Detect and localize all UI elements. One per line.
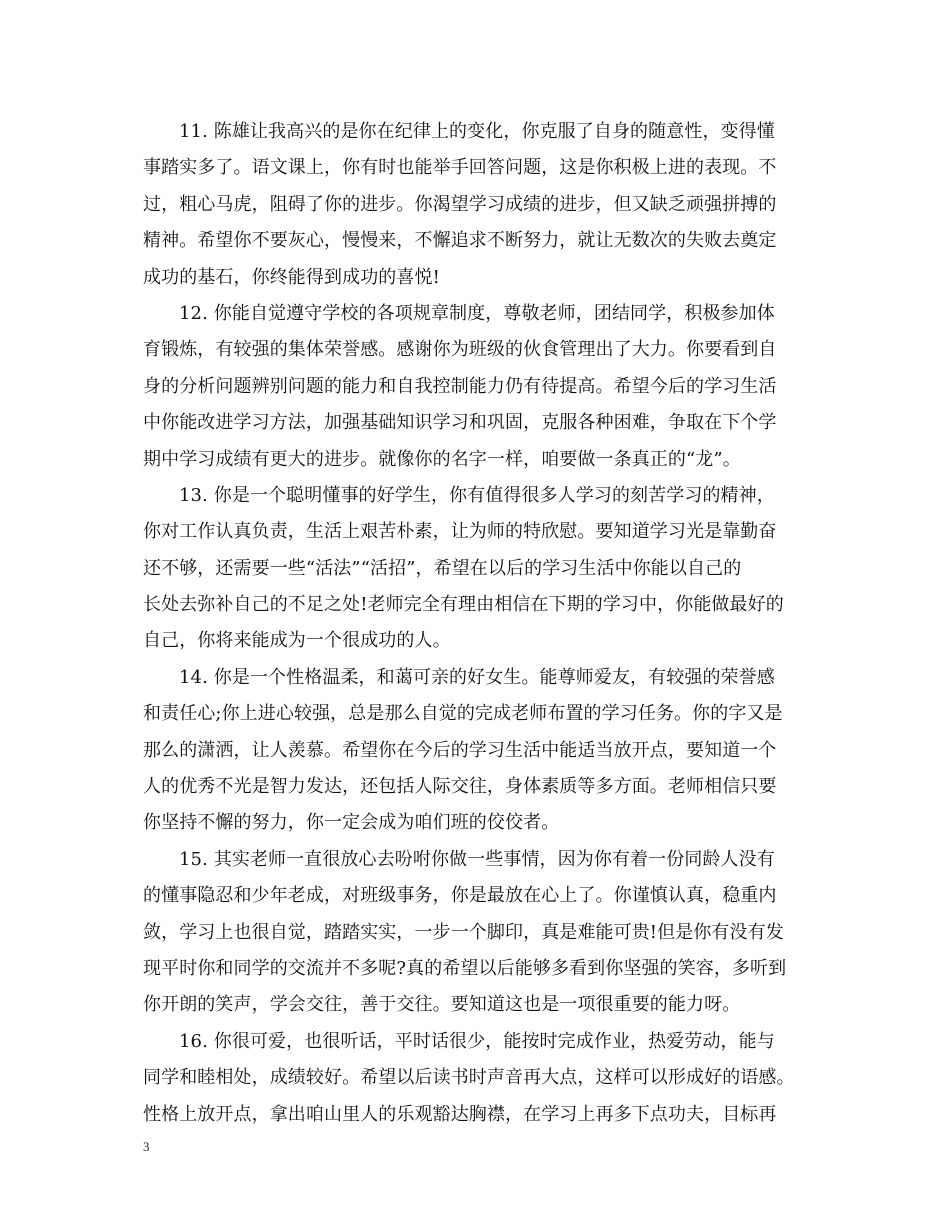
document-body	[143, 114, 810, 1133]
comment-paragraph-13	[143, 478, 810, 660]
comment-paragraph-12	[143, 296, 810, 478]
text-line: 期中学习成绩有更大的进步。就像你的名字一样，咱要做一条真正的“龙”。	[143, 448, 741, 470]
text-line: 同学和睦相处，成绩较好。希望以后读书时声音再大点，这样可以形成好的语感。	[143, 1067, 795, 1089]
text-line: 和责任心;你上进心较强，总是那么自觉的完成老师布置的学习任务。你的字又是	[143, 703, 783, 725]
text-line: 那么的潇洒，让人羡慕。希望你在今后的学习生活中能适当放开点，要知道一个	[143, 739, 777, 761]
text-line: 14. 你是一个性格温柔，和蔼可亲的好女生。能尊师爱友，有较强的荣誉感	[179, 666, 775, 688]
text-line: 13. 你是一个聪明懂事的好学生，你有值得很多人学习的刻苦学习的精神，	[179, 484, 775, 506]
text-line: 过，粗心马虎，阻碍了你的进步。你渴望学习成绩的进步，但又缺乏顽强拼搏的	[143, 193, 777, 215]
text-line: 16. 你很可爱，也很听话，平时话很少，能按时完成作业，热爱劳动，能与	[179, 1030, 775, 1052]
comment-paragraph-15	[143, 842, 810, 1024]
text-line: 还不够，还需要一些“活法”“活招”，希望在以后的学习生活中你能以自己的	[143, 557, 742, 579]
comment-paragraph-14	[143, 660, 810, 842]
text-line: 长处去弥补自己的不足之处!老师完全有理由相信在下期的学习中，你能做最好的	[143, 594, 784, 616]
text-line: 自己，你将来能成为一个很成功的人。	[143, 630, 451, 652]
text-line: 中你能改进学习方法，加强基础知识学习和巩固，克服各种困难，争取在下个学	[143, 412, 777, 434]
text-line: 的懂事隐忍和少年老成，对班级事务，你是最放在心上了。你谨慎认真，稳重内	[143, 885, 777, 907]
page-number: 3	[143, 1139, 150, 1154]
text-line: 性格上放开点，拿出咱山里人的乐观豁达胸襟，在学习上再多下点功夫，目标再	[143, 1103, 777, 1125]
text-line: 11. 陈雄让我高兴的是你在纪律上的变化，你克服了自身的随意性，变得懂	[179, 121, 775, 142]
text-line: 身的分析问题辨别问题的能力和自我控制能力仍有待提高。希望今后的学习生活	[143, 375, 777, 397]
text-line: 事踏实多了。语文课上，你有时也能举手回答问题，这是你积极上进的表现。不	[143, 157, 777, 179]
text-line: 敛，学习上也很自觉，踏踏实实，一步一个脚印，真是难能可贵!但是你有没有发	[143, 921, 784, 943]
text-line: 你对工作认真负责，生活上艰苦朴素，让为师的特欣慰。要知道学习光是靠勤奋	[143, 521, 777, 543]
text-line: 人的优秀不光是智力发达，还包括人际交往，身体素质等多方面。老师相信只要	[143, 776, 777, 798]
text-line: 成功的基石，你终能得到成功的喜悦!	[143, 266, 440, 288]
comment-paragraph-11	[143, 114, 810, 296]
text-line: 15. 其实老师一直很放心去吩咐你做一些事情，因为你有着一份同龄人没有	[179, 848, 775, 870]
text-line: 你坚持不懈的努力，你一定会成为咱们班的佼佼者。	[143, 812, 560, 834]
text-line: 12. 你能自觉遵守学校的各项规章制度，尊敬老师，团结同学，积极参加体	[179, 302, 775, 324]
text-line: 精神。希望你不要灰心，慢慢来，不懈追求不断努力，就让无数次的失败去奠定	[143, 230, 777, 252]
text-line: 现平时你和同学的交流并不多呢?真的希望以后能够多看到你坚强的笑容，多听到	[143, 957, 787, 979]
comment-paragraph-16	[143, 1024, 810, 1133]
text-line: 育锻炼，有较强的集体荣誉感。感谢你为班级的伙食管理出了大力。你要看到自	[143, 339, 777, 361]
text-line: 你开朗的笑声，学会交往，善于交往。要知道这也是一项很重要的能力呀。	[143, 994, 741, 1016]
